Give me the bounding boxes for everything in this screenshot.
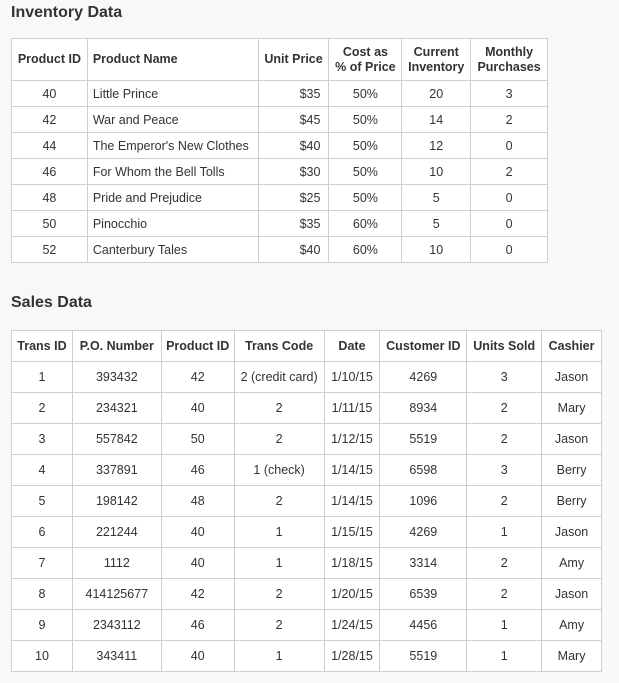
cell-date: 1/14/15 xyxy=(324,486,380,517)
cell-units-sold: 2 xyxy=(467,486,542,517)
cell-cost-percent: 50% xyxy=(329,159,402,185)
inventory-title: Inventory Data xyxy=(11,4,123,21)
header-customer-id: Customer ID xyxy=(380,331,467,362)
cell-trans-code: 2 xyxy=(234,579,324,610)
cell-cashier: Jason xyxy=(542,517,602,548)
cell-date: 1/18/15 xyxy=(324,548,380,579)
sales-row xyxy=(12,610,602,641)
cell-units-sold: 2 xyxy=(467,548,542,579)
cell-units-sold: 1 xyxy=(467,641,542,672)
cell-current-inventory: 5 xyxy=(402,211,471,237)
cell-cashier: Amy xyxy=(542,610,602,641)
sales-row xyxy=(12,362,602,393)
cell-trans-id: 8 xyxy=(12,579,73,610)
cell-trans-code: 2 (credit card) xyxy=(234,362,324,393)
cell-product-id: 42 xyxy=(161,579,234,610)
sales-row xyxy=(12,455,602,486)
cell-date: 1/11/15 xyxy=(324,393,380,424)
cell-product-id: 40 xyxy=(161,641,234,672)
cell-cost-percent: 50% xyxy=(329,81,402,107)
cell-product-id: 50 xyxy=(12,211,88,237)
cell-date: 1/14/15 xyxy=(324,455,380,486)
cell-product-name: Little Prince xyxy=(87,81,258,107)
cell-product-id: 50 xyxy=(161,424,234,455)
cell-product-name: The Emperor's New Clothes xyxy=(87,133,258,159)
header-current-line1: Current xyxy=(413,44,459,59)
sales-row xyxy=(12,517,602,548)
sales-row xyxy=(12,393,602,424)
cell-units-sold: 3 xyxy=(467,455,542,486)
sales-header-row xyxy=(12,331,602,362)
cell-product-name: Canterbury Tales xyxy=(87,237,258,263)
cell-customer-id: 6539 xyxy=(380,579,467,610)
cell-unit-price: $30 xyxy=(258,159,329,185)
cell-current-inventory: 12 xyxy=(402,133,471,159)
cell-date: 1/10/15 xyxy=(324,362,380,393)
cell-unit-price: $35 xyxy=(258,81,329,107)
cell-po-number: 2343112 xyxy=(72,610,161,641)
cell-trans-code: 2 xyxy=(234,486,324,517)
header-cost-line1: Cost as xyxy=(342,44,388,59)
cell-product-id: 42 xyxy=(161,362,234,393)
cell-product-id: 40 xyxy=(12,81,88,107)
cell-monthly-purchases: 2 xyxy=(471,159,548,185)
header-date: Date xyxy=(324,331,380,362)
cell-product-id: 48 xyxy=(12,185,88,211)
cell-current-inventory: 14 xyxy=(402,107,471,133)
cell-po-number: 393432 xyxy=(72,362,161,393)
cell-unit-price: $25 xyxy=(258,185,329,211)
header-cost-percent xyxy=(329,39,402,81)
inventory-row xyxy=(12,107,548,133)
cell-cashier: Jason xyxy=(542,579,602,610)
cell-customer-id: 4456 xyxy=(380,610,467,641)
inventory-header-row xyxy=(12,39,548,81)
header-po-number: P.O. Number xyxy=(72,331,161,362)
sales-table xyxy=(11,330,602,672)
cell-product-id: 48 xyxy=(161,486,234,517)
inventory-row xyxy=(12,211,548,237)
cell-units-sold: 3 xyxy=(467,362,542,393)
cell-customer-id: 4269 xyxy=(380,362,467,393)
cell-units-sold: 2 xyxy=(467,579,542,610)
header-product-name: Product Name xyxy=(87,39,258,81)
cell-cost-percent: 50% xyxy=(329,133,402,159)
inventory-row xyxy=(12,185,548,211)
cell-customer-id: 6598 xyxy=(380,455,467,486)
cell-unit-price: $40 xyxy=(258,133,329,159)
cell-product-name: War and Peace xyxy=(87,107,258,133)
sales-row xyxy=(12,548,602,579)
header-product-id: Product ID xyxy=(12,39,88,81)
header-monthly-line2: Purchases xyxy=(477,59,541,74)
cell-trans-code: 1 (check) xyxy=(234,455,324,486)
header-monthly-purchases xyxy=(471,39,548,81)
cell-units-sold: 1 xyxy=(467,517,542,548)
sales-row xyxy=(12,486,602,517)
cell-cashier: Jason xyxy=(542,362,602,393)
inventory-row xyxy=(12,159,548,185)
cell-trans-code: 1 xyxy=(234,641,324,672)
cell-date: 1/28/15 xyxy=(324,641,380,672)
cell-cost-percent: 60% xyxy=(329,211,402,237)
cell-unit-price: $40 xyxy=(258,237,329,263)
header-trans-code: Trans Code xyxy=(234,331,324,362)
cell-trans-code: 2 xyxy=(234,610,324,641)
cell-cashier: Berry xyxy=(542,455,602,486)
cell-product-name: Pride and Prejudice xyxy=(87,185,258,211)
cell-product-id: 52 xyxy=(12,237,88,263)
cell-cashier: Mary xyxy=(542,393,602,424)
header-cost-line2: % of Price xyxy=(335,59,396,74)
cell-unit-price: $35 xyxy=(258,211,329,237)
cell-current-inventory: 10 xyxy=(402,159,471,185)
cell-customer-id: 3314 xyxy=(380,548,467,579)
cell-units-sold: 2 xyxy=(467,424,542,455)
cell-date: 1/24/15 xyxy=(324,610,380,641)
cell-monthly-purchases: 0 xyxy=(471,211,548,237)
cell-product-id: 42 xyxy=(12,107,88,133)
header-current-line2: Inventory xyxy=(408,59,465,74)
cell-product-id: 44 xyxy=(12,133,88,159)
cell-cost-percent: 60% xyxy=(329,237,402,263)
cell-customer-id: 4269 xyxy=(380,517,467,548)
header-monthly-line1: Monthly xyxy=(485,44,534,59)
cell-units-sold: 1 xyxy=(467,610,542,641)
cell-product-name: For Whom the Bell Tolls xyxy=(87,159,258,185)
cell-product-name: Pinocchio xyxy=(87,211,258,237)
cell-po-number: 414125677 xyxy=(72,579,161,610)
cell-current-inventory: 20 xyxy=(402,81,471,107)
cell-cost-percent: 50% xyxy=(329,185,402,211)
cell-cost-percent: 50% xyxy=(329,107,402,133)
cell-product-id: 46 xyxy=(12,159,88,185)
cell-monthly-purchases: 0 xyxy=(471,133,548,159)
cell-trans-id: 4 xyxy=(12,455,73,486)
cell-trans-id: 10 xyxy=(12,641,73,672)
cell-date: 1/20/15 xyxy=(324,579,380,610)
cell-trans-code: 2 xyxy=(234,424,324,455)
cell-trans-id: 1 xyxy=(12,362,73,393)
header-sales-product-id: Product ID xyxy=(161,331,234,362)
cell-trans-code: 1 xyxy=(234,548,324,579)
cell-monthly-purchases: 3 xyxy=(471,81,548,107)
header-unit-price: Unit Price xyxy=(258,39,329,81)
cell-trans-code: 1 xyxy=(234,517,324,548)
cell-po-number: 557842 xyxy=(72,424,161,455)
inventory-table xyxy=(11,38,548,263)
inventory-row xyxy=(12,237,548,263)
cell-monthly-purchases: 2 xyxy=(471,107,548,133)
cell-po-number: 198142 xyxy=(72,486,161,517)
cell-customer-id: 8934 xyxy=(380,393,467,424)
cell-product-id: 40 xyxy=(161,548,234,579)
cell-trans-code: 2 xyxy=(234,393,324,424)
header-units-sold: Units Sold xyxy=(467,331,542,362)
cell-trans-id: 3 xyxy=(12,424,73,455)
cell-monthly-purchases: 0 xyxy=(471,185,548,211)
cell-po-number: 221244 xyxy=(72,517,161,548)
cell-product-id: 40 xyxy=(161,393,234,424)
inventory-row xyxy=(12,81,548,107)
cell-trans-id: 6 xyxy=(12,517,73,548)
cell-date: 1/12/15 xyxy=(324,424,380,455)
header-trans-id: Trans ID xyxy=(12,331,73,362)
cell-unit-price: $45 xyxy=(258,107,329,133)
cell-product-id: 46 xyxy=(161,610,234,641)
cell-product-id: 46 xyxy=(161,455,234,486)
cell-cashier: Amy xyxy=(542,548,602,579)
sales-title: Sales Data xyxy=(11,294,92,311)
sales-row xyxy=(12,641,602,672)
cell-customer-id: 1096 xyxy=(380,486,467,517)
cell-cashier: Berry xyxy=(542,486,602,517)
cell-units-sold: 2 xyxy=(467,393,542,424)
cell-product-id: 40 xyxy=(161,517,234,548)
cell-date: 1/15/15 xyxy=(324,517,380,548)
sales-row xyxy=(12,579,602,610)
cell-customer-id: 5519 xyxy=(380,424,467,455)
cell-trans-id: 5 xyxy=(12,486,73,517)
cell-current-inventory: 10 xyxy=(402,237,471,263)
cell-po-number: 1112 xyxy=(72,548,161,579)
cell-trans-id: 2 xyxy=(12,393,73,424)
sales-row xyxy=(12,424,602,455)
cell-trans-id: 7 xyxy=(12,548,73,579)
header-cashier: Cashier xyxy=(542,331,602,362)
header-current-inventory xyxy=(402,39,471,81)
cell-current-inventory: 5 xyxy=(402,185,471,211)
cell-monthly-purchases: 0 xyxy=(471,237,548,263)
cell-cashier: Mary xyxy=(542,641,602,672)
cell-po-number: 234321 xyxy=(72,393,161,424)
cell-po-number: 337891 xyxy=(72,455,161,486)
cell-customer-id: 5519 xyxy=(380,641,467,672)
inventory-row xyxy=(12,133,548,159)
cell-cashier: Jason xyxy=(542,424,602,455)
cell-trans-id: 9 xyxy=(12,610,73,641)
cell-po-number: 343411 xyxy=(72,641,161,672)
